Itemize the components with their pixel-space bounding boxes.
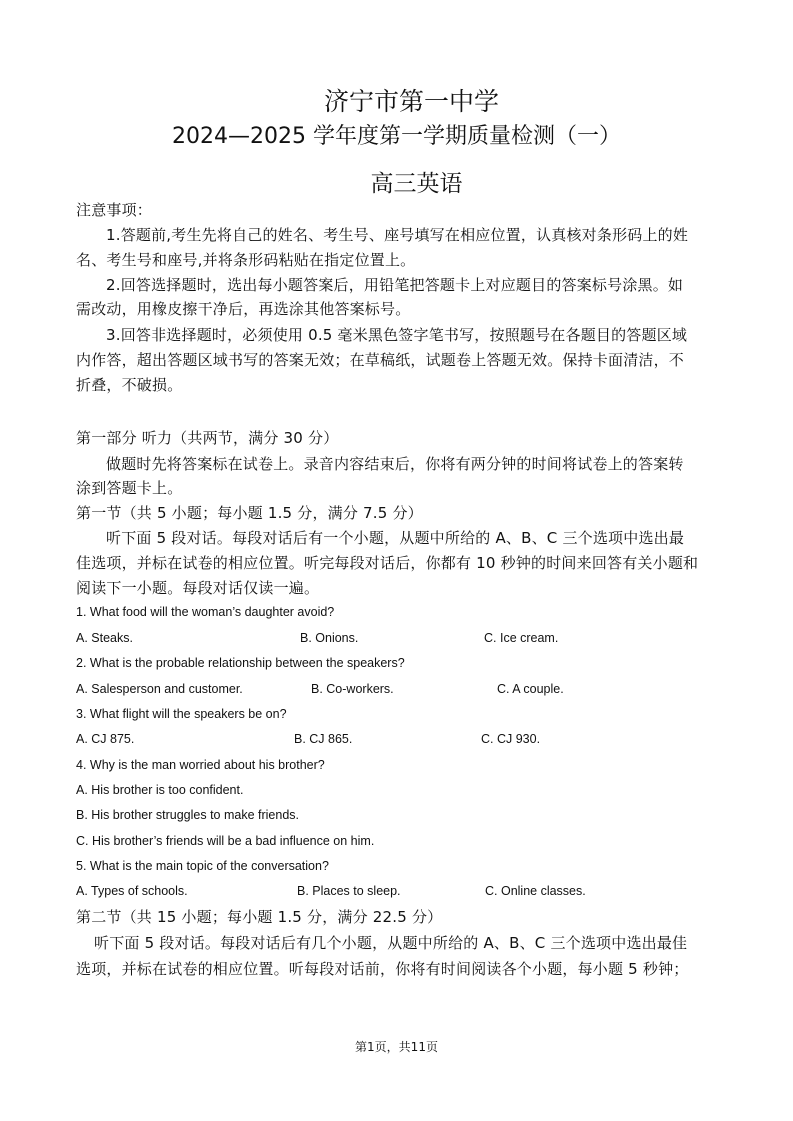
section1-heading: 第一节（共 5 小题；每小题 1.5 分，满分 7.5 分）: [76, 504, 423, 522]
notes-line: 2.回答选择题时，选出每小题答案后，用铅笔把答题卡上对应题目的答案标号涂黑。如: [106, 276, 684, 294]
question-stem-4: 4. Why is the man worried about his brother?: [76, 758, 325, 772]
notes-line: 1.答题前,考生先将自己的姓名、考生号、座号填写在相应位置，认真核对条形码上的姓: [106, 226, 689, 244]
subject-title: 高三英语: [370, 171, 463, 197]
section1-intro-line: 听下面 5 段对话。每段对话后有一个小题，从题中所给的 A、B、C 三个选项中选出最: [106, 529, 685, 547]
option-4b: B. His brother struggles to make friends.: [76, 808, 300, 822]
part1-intro-line: 涂到答题卡上。: [76, 479, 183, 497]
section2-intro-line: 听下面 5 段对话。每段对话后有几个小题，从题中所给的 A、B、C 三个选项中选出最佳: [94, 934, 688, 952]
option-4c: C. His brother’s friends will be a bad influence on him.: [76, 834, 375, 848]
option-3c: C. CJ 930.: [481, 732, 541, 746]
notes-line: 折叠，不破损。: [76, 376, 183, 394]
section1-intro-line: 佳选项，并标在试卷的相应位置。听完每段对话后，你都有 10 秒钟的时间来回答有关小题和: [76, 554, 699, 572]
option-5b: B. Places to sleep.: [297, 884, 401, 898]
part1-heading: 第一部分 听力（共两节，满分 30 分）: [76, 429, 339, 447]
option-5c: C. Online classes.: [485, 884, 586, 898]
option-3a: A. CJ 875.: [76, 732, 135, 746]
question-stem-1: 1. What food will the woman’s daughter avoid?: [76, 605, 335, 619]
option-1a: A. Steaks.: [76, 631, 133, 645]
option-1b: B. Onions.: [300, 631, 359, 645]
section2-heading: 第二节（共 15 小题；每小题 1.5 分，满分 22.5 分）: [76, 908, 443, 926]
option-2a: A. Salesperson and customer.: [76, 682, 243, 696]
section2-intro-line: 选项，并标在试卷的相应位置。听每段对话前，你将有时间阅读各个小题，每小题 5 秒钟；: [76, 960, 689, 978]
notes-line: 需改动，用橡皮擦干净后，再选涂其他答案标号。: [76, 300, 411, 318]
option-3b: B. CJ 865.: [294, 732, 353, 746]
page-footer: 第1页，共11页: [355, 1040, 438, 1054]
option-2b: B. Co-workers.: [311, 682, 394, 696]
question-stem-5: 5. What is the main topic of the conversation?: [76, 859, 329, 873]
option-2c: C. A couple.: [497, 682, 564, 696]
exam-title: 2024—2025 学年度第一学期质量检测（一）: [172, 124, 621, 149]
notes-heading: 注意事项：: [76, 201, 153, 219]
notes-line: 名、考生号和座号,并将条形码粘贴在指定位置上。: [76, 251, 416, 269]
notes-line: 内作答，超出答题区域书写的答案无效；在草稿纸，试题卷上答题无效。保持卡面清洁，不: [76, 351, 685, 369]
question-stem-2: 2. What is the probable relationship between the speakers?: [76, 656, 405, 670]
section1-intro-line: 阅读下一小题。每段对话仅读一遍。: [76, 579, 320, 597]
notes-line: 3.回答非选择题时，必须使用 0.5 毫米黑色签字笔书写，按照题号在各题目的答题区域: [106, 326, 688, 344]
question-stem-3: 3. What flight will the speakers be on?: [76, 707, 287, 721]
school-title: 济宁市第一中学: [323, 87, 499, 116]
option-1c: C. Ice cream.: [484, 631, 559, 645]
option-5a: A. Types of schools.: [76, 884, 188, 898]
option-4a: A. His brother is too confident.: [76, 783, 244, 797]
part1-intro-line: 做题时先将答案标在试卷上。录音内容结束后，你将有两分钟的时间将试卷上的答案转: [106, 455, 684, 473]
